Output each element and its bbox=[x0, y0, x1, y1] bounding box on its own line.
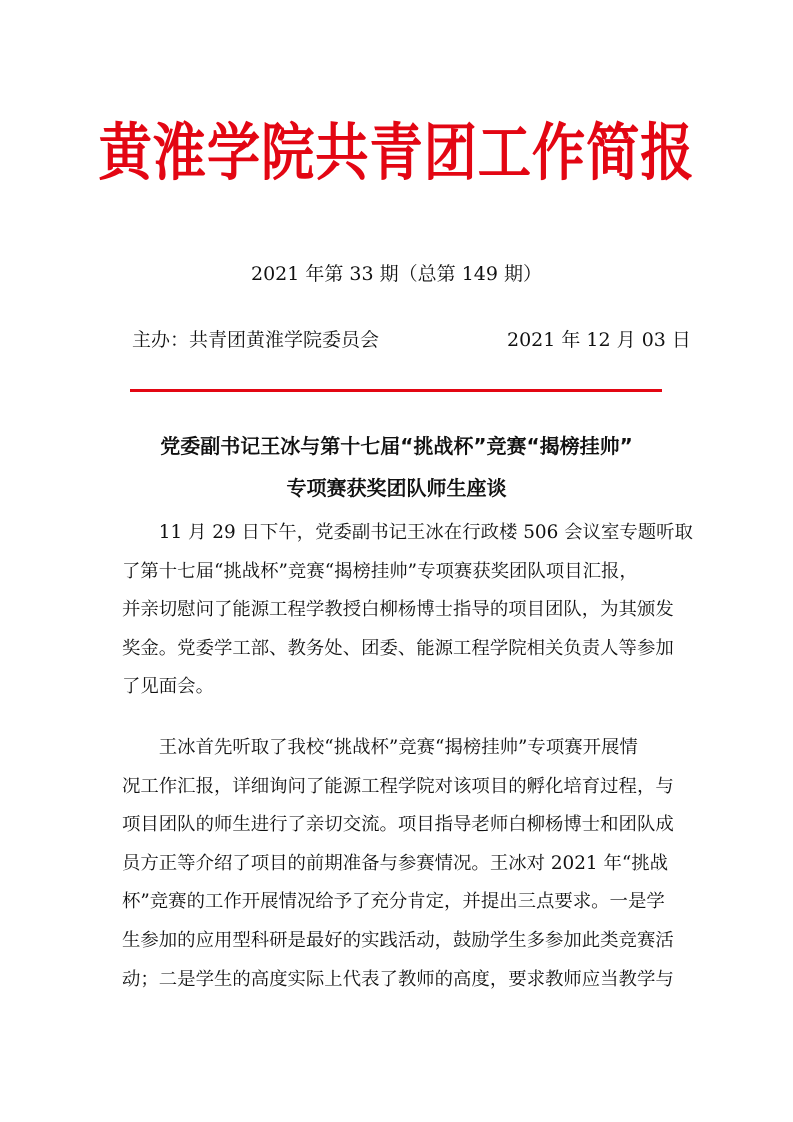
publish-date: 2021 年 12 月 03 日 bbox=[507, 329, 691, 351]
red-divider bbox=[130, 389, 662, 392]
paragraph-1 bbox=[122, 514, 693, 707]
issue-number: 2021 年第 33 期（总第 149 期） bbox=[251, 263, 542, 285]
paragraph-line: 并亲切慰问了能源工程学教授白柳杨博士指导的项目团队，为其颁发 bbox=[122, 599, 674, 621]
paragraph-line: 11 月 29 日下午，党委副书记王冰在行政楼 506 会议室专题听取 bbox=[122, 522, 693, 543]
paragraph-line: 了见面会。 bbox=[122, 676, 214, 698]
paragraph-line: 员方正等介绍了项目的前期准备与参赛情况。王冰对 2021 年“挑战 bbox=[122, 852, 669, 874]
paragraph-line: 况工作汇报，详细询问了能源工程学院对该项目的孵化培育过程，与 bbox=[122, 775, 674, 797]
paragraph-line: 杯”竞赛的工作开展情况给予了充分肯定，并提出三点要求。一是学 bbox=[122, 891, 665, 913]
masthead-title: 黄淮学院共青团工作简报 bbox=[98, 116, 695, 189]
sponsor-line: 主办：共青团黄淮学院委员会 bbox=[132, 329, 380, 351]
paragraph-line: 王冰首先听取了我校“挑战杯”竞赛“揭榜挂帅”专项赛开展情 bbox=[122, 736, 638, 758]
paragraph-line: 项目团队的师生进行了亲切交流。项目指导老师白柳杨博士和团队成 bbox=[122, 814, 674, 836]
article-headline bbox=[100, 425, 693, 509]
article-body bbox=[122, 514, 693, 999]
headline-line-1: 党委副书记王冰与第十七届“挑战杯”竞赛“揭榜挂帅” bbox=[160, 434, 633, 458]
paragraph-line: 了第十七届“挑战杯”竞赛“揭榜挂帅”专项赛获奖团队项目汇报， bbox=[122, 560, 638, 582]
paragraph-line: 奖金。党委学工部、教务处、团委、能源工程学院相关负责人等参加 bbox=[122, 637, 674, 659]
paragraph-line: 动；二是学生的高度实际上代表了教师的高度，要求教师应当教学与 bbox=[122, 968, 674, 990]
headline-line-2: 专项赛获奖团队师生座谈 bbox=[286, 476, 507, 500]
paragraph-2 bbox=[122, 729, 674, 999]
paragraph-line: 生参加的应用型科研是最好的实践活动，鼓励学生多参加此类竞赛活 bbox=[122, 929, 674, 951]
